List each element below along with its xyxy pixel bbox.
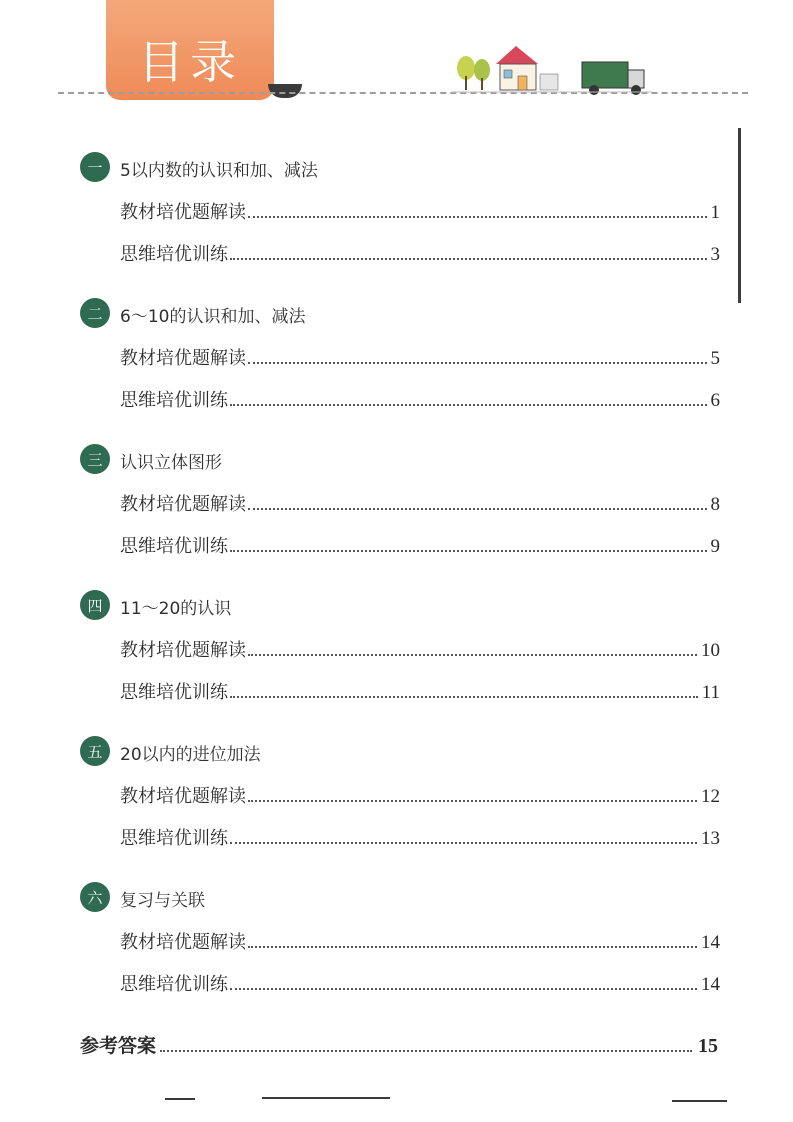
dot-leader bbox=[248, 654, 697, 656]
toc-entry[interactable] bbox=[120, 198, 720, 224]
unit-title[interactable]: 6～10的认识和加、减法 bbox=[120, 307, 306, 327]
answers-label: 参考答案 bbox=[80, 1035, 157, 1057]
dot-leader bbox=[230, 550, 707, 552]
unit-3 bbox=[80, 444, 720, 557]
footer-rule bbox=[672, 1100, 727, 1102]
unit-number-badge: 一 bbox=[80, 152, 110, 182]
page-number: 9 bbox=[710, 536, 720, 557]
page-number: 5 bbox=[710, 348, 720, 369]
dot-leader bbox=[248, 216, 707, 218]
dot-leader bbox=[230, 842, 697, 844]
dot-leader bbox=[248, 800, 697, 802]
dot-leader bbox=[230, 696, 698, 698]
toc-entry[interactable] bbox=[120, 970, 720, 996]
entry-label: 思维培优训练 bbox=[120, 390, 228, 411]
entry-label: 教材培优题解读 bbox=[120, 932, 246, 953]
page-number: 8 bbox=[710, 494, 720, 515]
page-number: 12 bbox=[701, 786, 720, 807]
toc-entry[interactable] bbox=[120, 240, 720, 266]
footer-rule bbox=[165, 1098, 195, 1100]
unit-title[interactable]: 复习与关联 bbox=[120, 891, 205, 911]
entry-label: 思维培优训练 bbox=[120, 244, 228, 265]
dot-leader bbox=[248, 946, 697, 948]
dot-leader bbox=[230, 988, 697, 990]
unit-4 bbox=[80, 590, 720, 703]
page-number: 14 bbox=[701, 932, 720, 953]
toc-entry[interactable] bbox=[120, 490, 720, 516]
unit-title[interactable]: 11～20的认识 bbox=[120, 599, 232, 619]
unit-title[interactable]: 5以内数的认识和加、减法 bbox=[120, 161, 318, 181]
dot-leader bbox=[230, 258, 707, 260]
toc-entry[interactable] bbox=[120, 782, 720, 808]
dot-leader bbox=[230, 404, 707, 406]
unit-2 bbox=[80, 298, 720, 411]
entry-label: 教材培优题解读 bbox=[120, 786, 246, 807]
entry-label: 教材培优题解读 bbox=[120, 348, 246, 369]
unit-number-badge: 五 bbox=[80, 736, 110, 766]
dot-leader bbox=[160, 1050, 692, 1052]
page-number: 14 bbox=[701, 974, 720, 995]
unit-title[interactable]: 20以内的进位加法 bbox=[120, 745, 261, 765]
entry-label: 思维培优训练 bbox=[120, 682, 228, 703]
unit-number-badge: 四 bbox=[80, 590, 110, 620]
footer-rule bbox=[262, 1097, 390, 1099]
toc-entry[interactable] bbox=[120, 636, 720, 662]
toc-entry[interactable] bbox=[120, 386, 720, 412]
unit-1 bbox=[80, 152, 720, 265]
toc-entry[interactable] bbox=[120, 928, 720, 954]
page-number: 10 bbox=[701, 640, 720, 661]
page-number: 13 bbox=[701, 828, 720, 849]
page-title: 目录 bbox=[138, 35, 242, 89]
toc-entry[interactable] bbox=[120, 678, 720, 704]
entry-label: 思维培优训练 bbox=[120, 536, 228, 557]
toc-entry[interactable] bbox=[120, 344, 720, 370]
page-number: 6 bbox=[710, 390, 720, 411]
entry-label: 教材培优题解读 bbox=[120, 202, 246, 223]
entry-label: 思维培优训练 bbox=[120, 828, 228, 849]
unit-5 bbox=[80, 736, 720, 849]
page-number: 11 bbox=[701, 682, 720, 703]
entry-label: 教材培优题解读 bbox=[120, 640, 246, 661]
unit-number-badge: 二 bbox=[80, 298, 110, 328]
page-number: 1 bbox=[710, 202, 720, 223]
toc-entry[interactable] bbox=[120, 532, 720, 558]
dot-leader bbox=[248, 362, 707, 364]
unit-title[interactable]: 认识立体图形 bbox=[120, 453, 222, 473]
dot-leader bbox=[248, 508, 707, 510]
answers-entry[interactable] bbox=[80, 1030, 718, 1058]
toc-entry[interactable] bbox=[120, 824, 720, 850]
entry-label: 思维培优训练 bbox=[120, 974, 228, 995]
page-number: 3 bbox=[710, 244, 720, 265]
unit-number-badge: 三 bbox=[80, 444, 110, 474]
entry-label: 教材培优题解读 bbox=[120, 494, 246, 515]
unit-number-badge: 六 bbox=[80, 882, 110, 912]
unit-6 bbox=[80, 882, 720, 995]
answers-page-number: 15 bbox=[698, 1035, 718, 1057]
